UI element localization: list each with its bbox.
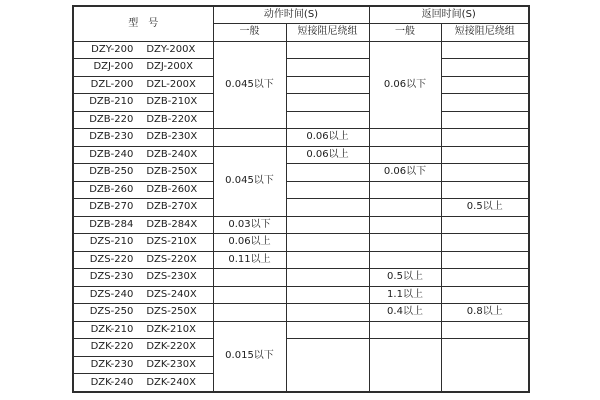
return-general-cell [369, 321, 441, 339]
return-short-damping-cell [441, 216, 529, 234]
model-name: DZK-230 [90, 358, 134, 370]
return-short-damping-cell [441, 286, 529, 304]
return-general-cell [369, 216, 441, 234]
model-name: DZS-250X [146, 306, 197, 318]
table-row [73, 164, 529, 182]
return-short-damping-cell [441, 111, 529, 129]
model-cell [73, 199, 213, 217]
header-action-short-damping: 短接阻尼绕组 [286, 23, 369, 41]
return-general-cell [369, 251, 441, 269]
model-name: DZL-200 [90, 78, 134, 90]
model-name: DZB-270X [146, 201, 198, 213]
action-general-cell [213, 129, 286, 147]
return-short-damping-cell [441, 76, 529, 94]
table-row [73, 129, 529, 147]
model-cell [73, 41, 213, 59]
model-name: DZS-220X [146, 253, 197, 265]
return-short-damping-cell [441, 41, 529, 59]
table-row [73, 59, 529, 77]
model-name: DZS-220 [89, 253, 134, 265]
return-short-damping-cell [441, 129, 529, 147]
table-row [73, 181, 529, 199]
model-name: DZK-210X [146, 323, 196, 335]
model-name: DZK-240 [90, 376, 134, 388]
return-short-damping-cell [441, 234, 529, 252]
model-name: DZS-210 [89, 236, 134, 248]
model-name: DZY-200 [91, 43, 134, 55]
return-short-damping-cell: 0.8以上 [441, 304, 529, 322]
table-row [73, 76, 529, 94]
model-cell [73, 76, 213, 94]
return-short-damping-cell [441, 321, 529, 339]
model-name: DZJ-200X [146, 61, 194, 73]
table-row [73, 234, 529, 252]
action-short-damping-cell [286, 76, 369, 94]
model-cell [73, 356, 213, 374]
header-row-groups [73, 6, 529, 23]
table-row [73, 111, 529, 129]
model-name: DZK-240X [146, 376, 196, 388]
action-short-damping-cell [286, 164, 369, 182]
action-short-damping-cell [286, 269, 369, 287]
table-row [73, 304, 529, 322]
action-short-damping-cell [286, 199, 369, 217]
model-cell [73, 339, 213, 357]
return-general-cell [369, 129, 441, 147]
model-cell [73, 94, 213, 112]
return-general-cell: 0.06以下 [369, 164, 441, 182]
action-general-cell: 0.015以下 [213, 321, 286, 392]
model-name: DZK-230X [146, 358, 196, 370]
model-cell [73, 164, 213, 182]
action-short-damping-cell [286, 41, 369, 59]
model-name: DZY-200X [146, 43, 196, 55]
model-cell [73, 374, 213, 393]
model-name: DZB-220X [146, 113, 198, 125]
model-name: DZB-210X [146, 96, 198, 108]
return-general-cell: 0.4以上 [369, 304, 441, 322]
model-name: DZB-284X [146, 218, 198, 230]
action-short-damping-cell [286, 304, 369, 322]
return-general-cell: 1.1以上 [369, 286, 441, 304]
action-short-damping-cell [286, 339, 369, 393]
model-name: DZB-210 [89, 96, 134, 108]
model-name: DZB-270 [89, 201, 134, 213]
action-short-damping-cell [286, 286, 369, 304]
header-action-general: 一般 [213, 23, 286, 41]
action-short-damping-cell [286, 234, 369, 252]
action-short-damping-cell [286, 181, 369, 199]
return-general-cell: 0.5以上 [369, 269, 441, 287]
action-general-cell: 0.045以下 [213, 41, 286, 129]
header-return-general: 一般 [369, 23, 441, 41]
table-row [73, 94, 529, 112]
return-short-damping-cell [441, 269, 529, 287]
model-name: DZB-240X [146, 148, 198, 160]
header-return-short-damping: 短接阻尼绕组 [441, 23, 529, 41]
model-cell [73, 181, 213, 199]
table-row [73, 199, 529, 217]
return-short-damping-cell [441, 181, 529, 199]
table-row [73, 216, 529, 234]
return-general-cell [369, 339, 441, 393]
model-name: DZS-250 [89, 306, 134, 318]
model-name: DZB-240 [89, 148, 134, 160]
header-return-time: 返回时间(S) [369, 6, 529, 23]
action-general-cell [213, 269, 286, 287]
action-short-damping-cell [286, 216, 369, 234]
action-short-damping-cell [286, 59, 369, 77]
model-name: DZB-230X [146, 131, 198, 143]
model-cell [73, 321, 213, 339]
return-general-cell [369, 234, 441, 252]
return-short-damping-cell [441, 251, 529, 269]
table-row [73, 41, 529, 59]
model-name: DZS-230X [146, 271, 197, 283]
model-name: DZB-260X [146, 183, 198, 195]
action-short-damping-cell: 0.06以上 [286, 129, 369, 147]
return-short-damping-cell [441, 59, 529, 77]
relay-timing-table [72, 5, 530, 393]
table-row [73, 146, 529, 164]
model-name: DZB-260 [89, 183, 134, 195]
action-short-damping-cell [286, 251, 369, 269]
return-short-damping-cell: 0.5以上 [441, 199, 529, 217]
model-name: DZB-250 [89, 166, 134, 178]
return-short-damping-cell [441, 164, 529, 182]
table-row [73, 251, 529, 269]
model-cell [73, 111, 213, 129]
return-short-damping-cell [441, 94, 529, 112]
action-general-cell: 0.045以下 [213, 146, 286, 216]
model-name: DZK-210 [90, 323, 134, 335]
model-name: DZS-240 [89, 288, 134, 300]
model-cell [73, 304, 213, 322]
model-name: DZB-230 [89, 131, 134, 143]
model-cell [73, 129, 213, 147]
model-cell [73, 234, 213, 252]
return-general-cell [369, 199, 441, 217]
model-cell [73, 216, 213, 234]
model-name: DZS-210X [146, 236, 197, 248]
action-short-damping-cell [286, 321, 369, 339]
table-row [73, 286, 529, 304]
header-action-time: 动作时间(S) [213, 6, 369, 23]
return-short-damping-cell [441, 146, 529, 164]
return-general-cell [369, 181, 441, 199]
table-row [73, 339, 529, 357]
action-short-damping-cell: 0.06以上 [286, 146, 369, 164]
table-row [73, 269, 529, 287]
model-name: DZK-220 [90, 341, 134, 353]
action-short-damping-cell [286, 111, 369, 129]
action-general-cell: 0.11以上 [213, 251, 286, 269]
return-general-cell [369, 146, 441, 164]
model-name: DZB-220 [89, 113, 134, 125]
action-short-damping-cell [286, 94, 369, 112]
model-cell [73, 146, 213, 164]
model-name: DZK-220X [146, 341, 196, 353]
model-cell [73, 251, 213, 269]
return-short-damping-cell [441, 339, 529, 393]
header-model: 型 号 [73, 6, 213, 41]
model-name: DZL-200X [146, 78, 196, 90]
model-cell [73, 269, 213, 287]
table-row [73, 321, 529, 339]
return-general-cell: 0.06以下 [369, 41, 441, 129]
model-name: DZJ-200 [93, 61, 134, 73]
action-general-cell: 0.06以上 [213, 234, 286, 252]
model-cell [73, 59, 213, 77]
model-cell [73, 286, 213, 304]
action-general-cell: 0.03以下 [213, 216, 286, 234]
model-name: DZS-240X [146, 288, 197, 300]
action-general-cell [213, 304, 286, 322]
model-name: DZS-230 [89, 271, 134, 283]
model-name: DZB-250X [146, 166, 198, 178]
action-general-cell [213, 286, 286, 304]
model-name: DZB-284 [89, 218, 134, 230]
